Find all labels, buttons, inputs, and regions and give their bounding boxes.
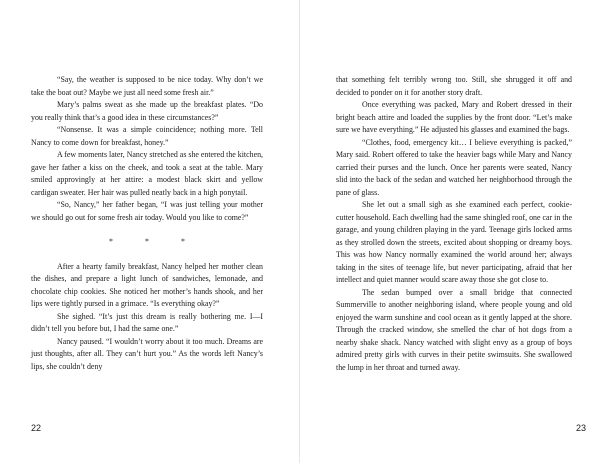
right-page	[300, 0, 600, 463]
paragraph: “Say, the weather is supposed to be nice today. Why don’t we take the boat out? Maybe we just all need some fresh air.”	[31, 75, 263, 97]
paragraph: The sedan bumped over a small bridge that connected Summerville to another neighboring island, where people young and old enjoyed the warm sunshine and cool ocean as it gently lapped at the shore. Through the cracked window, she smelled the char of hot dogs from a nearby shake shack. Nancy watched with slight envy as a group of boys admired pretty girls with curves in their petite swimsuits. She swallowed the lump in her throat and turned away.	[336, 287, 572, 372]
scene-break	[31, 236, 263, 249]
paragraph: Nancy paused. “I wouldn’t worry about it too much. Dreams are just thoughts, after all. They can’t hurt you.” As the words left Nancy’s lips, she couldn’t deny	[31, 336, 263, 371]
paragraph: She sighed. “It’s just this dream is really bothering me. I—I didn’t tell you before but, I had the same one.”	[31, 311, 263, 333]
left-text-column	[31, 74, 263, 373]
paragraph: She let out a small sigh as she examined each perfect, cookie-cutter household. Each dwelling had the same shingled roof, one car in the garage, and young children playing in the yard. Teenage girls locked arms as they strolled down the streets, excited about shopping or dreamy boys. This was how Nancy normally examined the world around her; always taking in the sites of teenage life, but never participating, afraid that her intellect and quiet manner would scare away those she got close to.	[336, 200, 572, 284]
paragraph: A few moments later, Nancy stretched as she entered the kitchen, gave her father a kiss on the cheek, and took a seat at the table. Mary smiled approvingly at her attire: a modest black skirt and yellow cardigan sweater. Her hair was pulled neatly back in a high ponytail.	[31, 150, 263, 197]
scene-break-star: *	[145, 237, 149, 246]
scene-break-star: *	[181, 237, 185, 246]
paragraph: “So, Nancy,” her father began, “I was just telling your mother we should go out for some fresh air today. Would you like to come?”	[31, 200, 263, 222]
paragraph: “Clothes, food, emergency kit… I believe everything is packed,” Mary said. Robert offered to take the heavier bags while Mary and Nancy carried their purses and the lunch. Once her parents were seated, Nancy slid into the back of the sedan and watched her neighborhood through the pane of glass.	[336, 137, 572, 197]
paragraph: Mary’s palms sweat as she made up the breakfast plates. “Do you really think that’s a good idea in these circumstances?”	[31, 100, 263, 122]
page-number: 23	[576, 423, 587, 433]
paragraph-continuation: that something felt terribly wrong too. Still, she shrugged it off and decided to ponder on it for another story draft.	[336, 75, 572, 97]
right-text-column	[336, 74, 572, 374]
paragraph: Once everything was packed, Mary and Robert dressed in their bright beach attire and loaded the supplies by the front door. “Let’s make sure we have everything.” He adjusted his glasses and examined the bags.	[336, 100, 572, 134]
page-number: 22	[31, 423, 42, 433]
scene-break-star: *	[109, 237, 113, 246]
paragraph: “Nonsense. It was a simple coincidence; nothing more. Tell Nancy to come down for breakfast, honey.”	[31, 125, 263, 147]
paragraph: After a hearty family breakfast, Nancy helped her mother clean the dishes, and prepare a light lunch of sandwiches, lemonade, and chocolate chip cookies. She noticed her mother’s hands shook, and her lips were tightly pursed in a grimace. “Is everything okay?”	[31, 261, 263, 308]
